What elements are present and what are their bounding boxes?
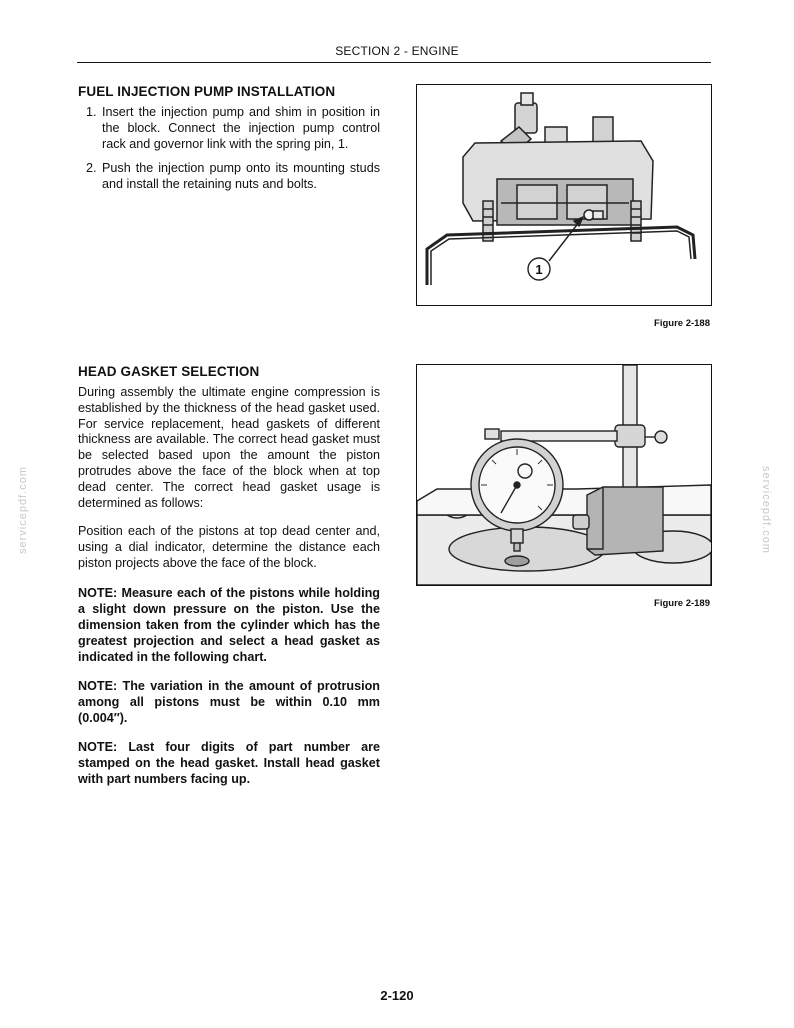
dial-indicator-drawing	[417, 365, 711, 585]
page-number: 2-120	[380, 988, 414, 1003]
watermark-right: servicepdf.com	[760, 466, 772, 554]
figure-188-illustration	[416, 84, 712, 306]
note: NOTE: The variation in the amount of protrusion among all pistons must be within 0.10 mm (0.004″).	[78, 678, 380, 725]
step-text: Insert the injection pump and shim in position in the block. Connect the injection pump control rack and governor link with the spring pin, 1.	[102, 105, 380, 151]
head-gasket-title: HEAD GASKET SELECTION	[78, 364, 260, 379]
fuel-pump-steps	[78, 105, 380, 193]
head-gasket-section	[78, 364, 380, 800]
watermark-left: servicepdf.com	[17, 466, 29, 554]
paragraph: Position each of the pistons at top dead center and, using a dial indicator, determine the distance each piston projects above the face of the block.	[78, 524, 380, 570]
paragraph: During assembly the ultimate engine compression is established by the thickness of the head gasket used. For service replacement, head gaskets of different thickness are available. The correct head gasket must be selected based upon the amount the piston protrudes above the face of the block when at top dead center. The correct head gasket usage is determined as follows:	[78, 385, 380, 510]
note: NOTE: Measure each of the pistons while holding a slight down pressure on the piston. Use the dimension taken from the cylinder which has the greatest projection and select a head gasket as indicated in the following chart.	[78, 585, 380, 664]
step-number: 1.	[86, 105, 97, 119]
figure-189-caption: Figure 2-189	[654, 598, 710, 609]
figure-188-caption: Figure 2-188	[654, 318, 710, 329]
figure-189-illustration	[416, 364, 712, 586]
list-item	[78, 105, 380, 152]
step-text: Push the injection pump onto its mounting studs and install the retaining nuts and bolts.	[102, 161, 380, 192]
fuel-pump-section	[78, 84, 380, 202]
step-number: 2.	[86, 161, 97, 176]
note: NOTE: Last four digits of part number are stamped on the head gasket. Install head gasket with part numbers facing up.	[78, 739, 380, 786]
header-rule	[77, 62, 711, 63]
fuel-pump-title: FUEL INJECTION PUMP INSTALLATION	[78, 84, 336, 99]
section-header: SECTION 2 - ENGINE	[335, 44, 459, 58]
list-item	[78, 161, 380, 193]
injection-pump-drawing	[417, 85, 711, 305]
callout-label: 1	[535, 262, 543, 277]
